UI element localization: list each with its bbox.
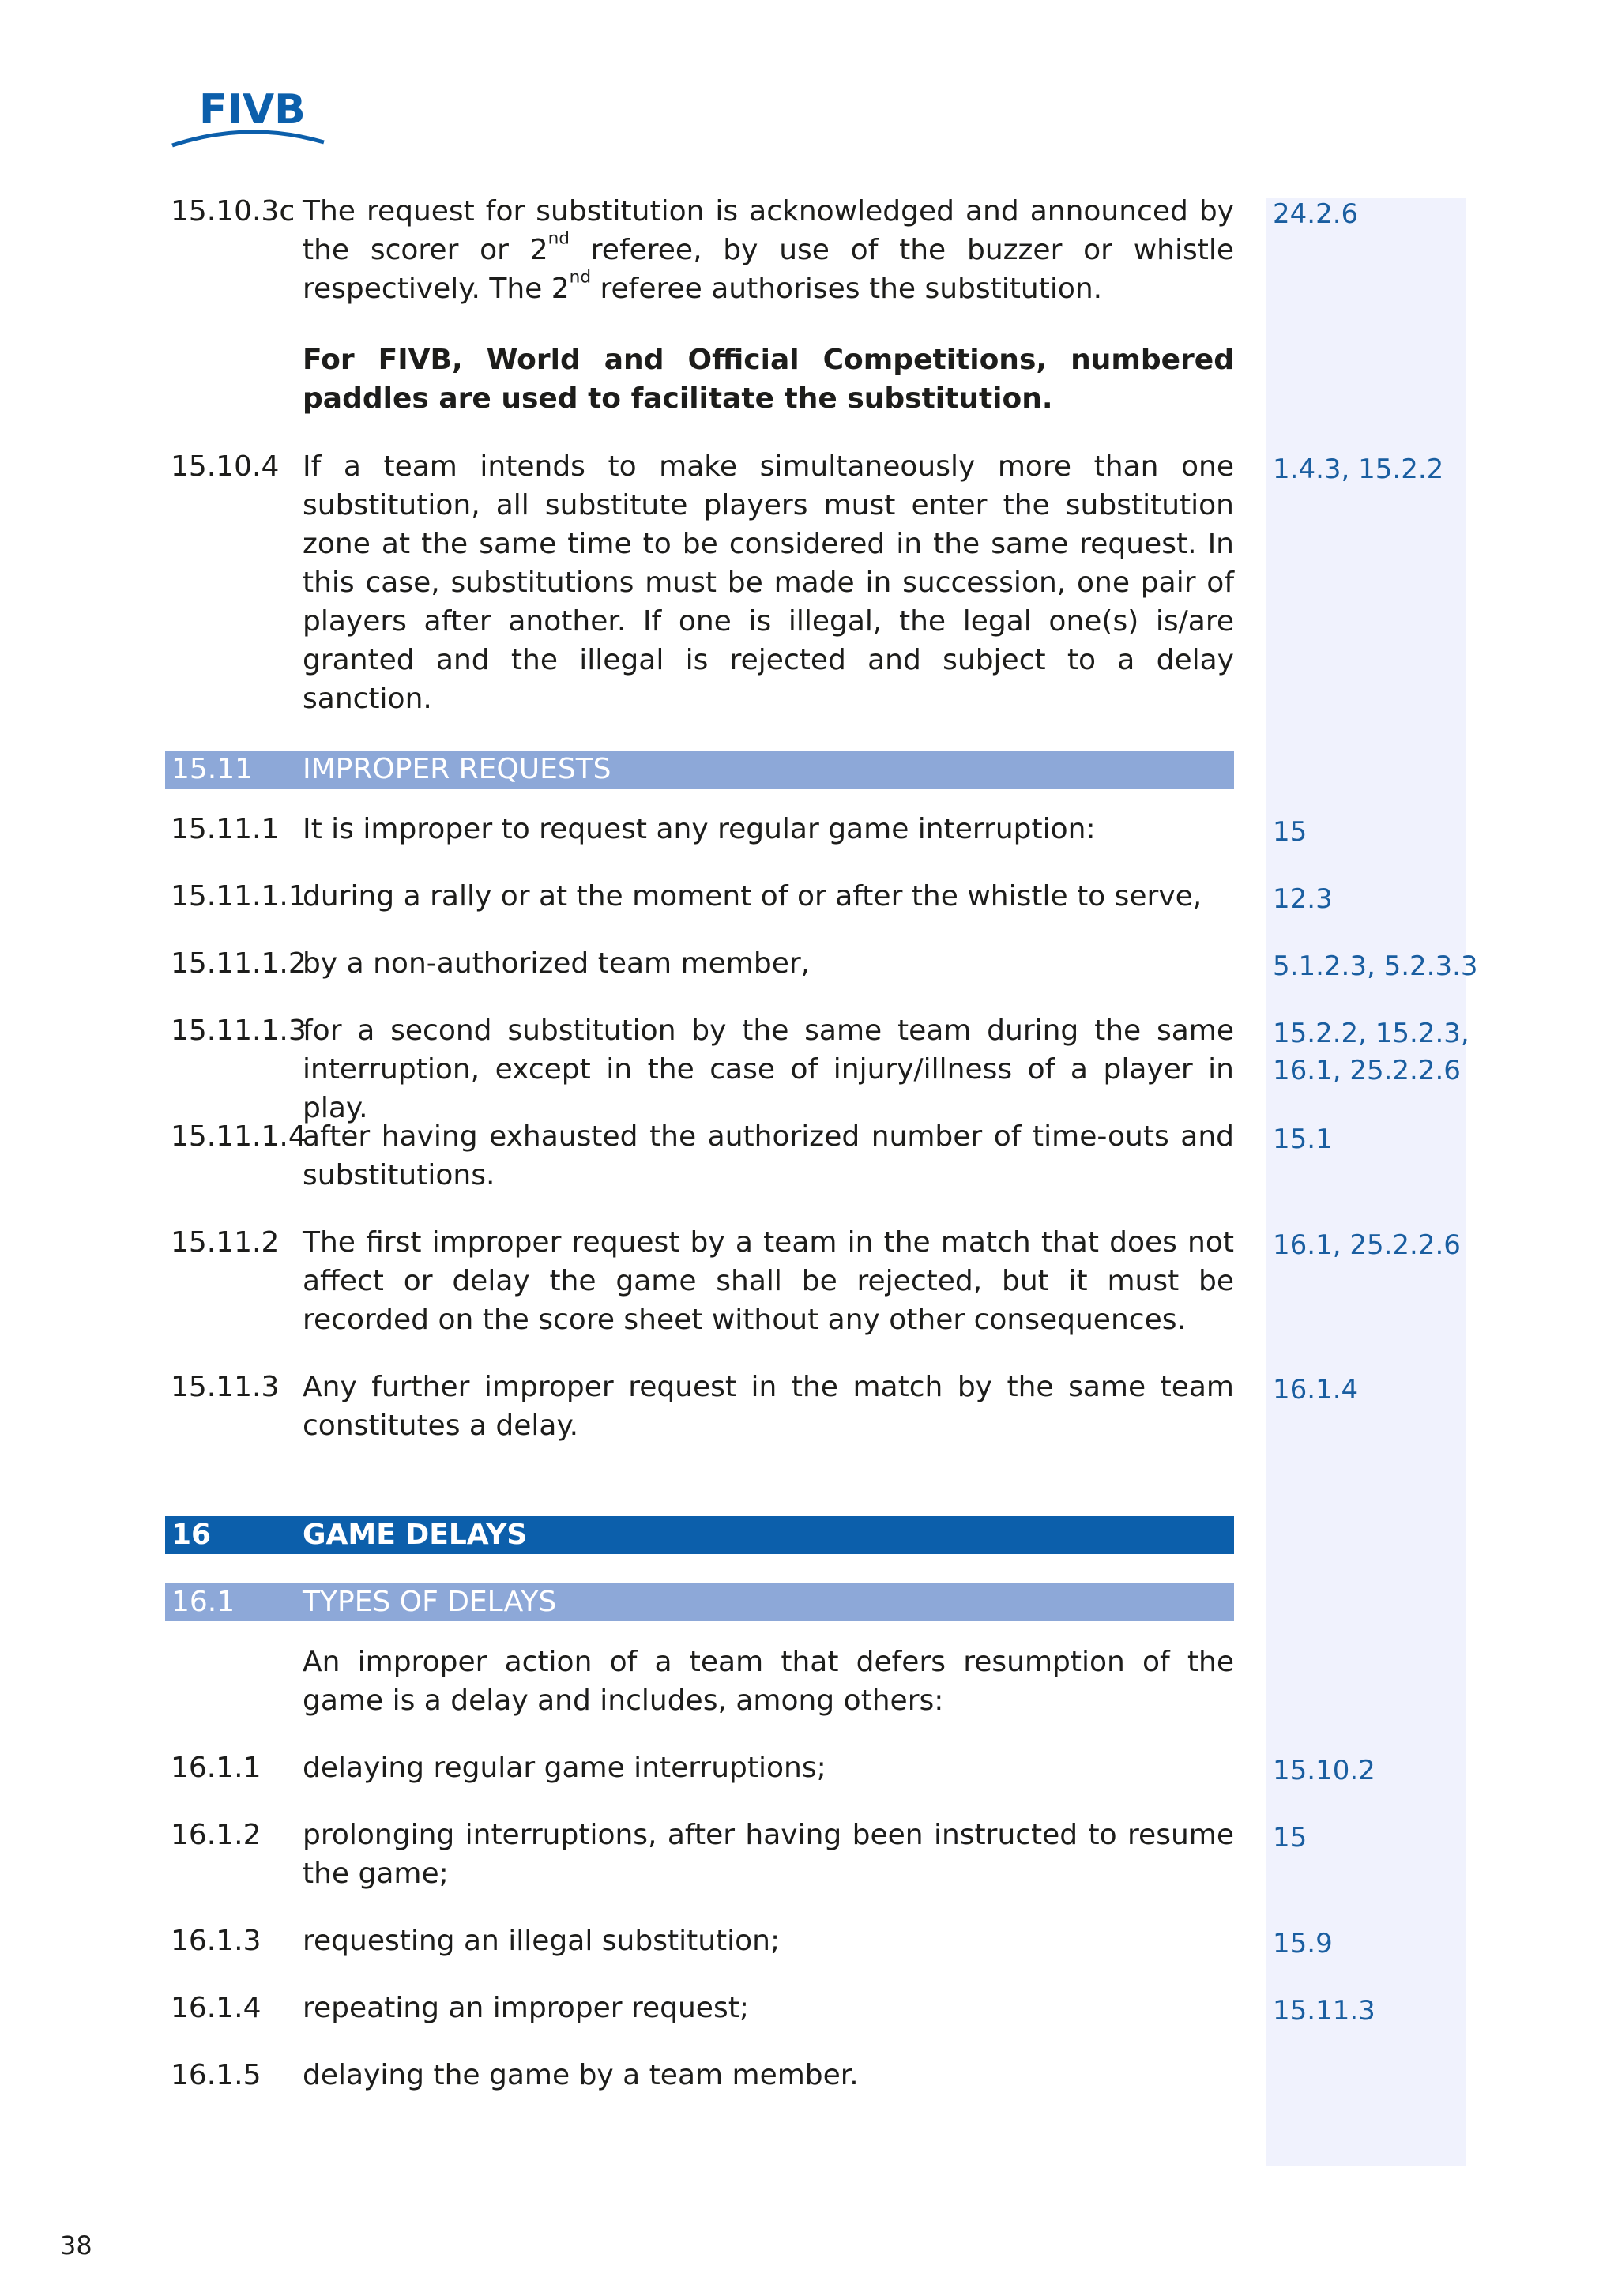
section-title: GAME DELAYS bbox=[303, 1519, 528, 1551]
section-heading-15-11 bbox=[165, 751, 1234, 789]
fivb-note bbox=[171, 341, 1234, 418]
rule-15-10-3c bbox=[171, 192, 1234, 308]
rule-reference: 15.9 bbox=[1273, 1928, 1333, 1959]
rule-number: 15.11.1.3 bbox=[171, 1014, 307, 1047]
rule-number: 15.11.1.2 bbox=[171, 947, 307, 980]
page-number: 38 bbox=[60, 2230, 92, 2260]
rule-reference: 12.3 bbox=[1273, 883, 1333, 915]
rule-text: requesting an illegal substitution; bbox=[303, 1925, 781, 1957]
rule-number: 16.1.4 bbox=[171, 1992, 262, 2024]
rule-text: The first improper request by a team in the match that does not affect or delay the game shall be rejected, but it must be recorded on the score sheet without any other consequences. bbox=[303, 1226, 1234, 1336]
section-title: IMPROPER REQUESTS bbox=[303, 753, 611, 785]
rule-16-1-2 bbox=[171, 1816, 1234, 1893]
intro-text: An improper action of a team that defers resumption of the game is a delay and includes, among others: bbox=[303, 1646, 1234, 1717]
rule-number: 15.11.3 bbox=[171, 1371, 280, 1403]
rule-number: 16.1.2 bbox=[171, 1819, 262, 1851]
rule-number: 16.1.1 bbox=[171, 1752, 262, 1784]
rule-reference: 24.2.6 bbox=[1273, 198, 1359, 230]
rule-number: 15.11.1.1 bbox=[171, 880, 307, 913]
fivb-logo bbox=[169, 81, 327, 152]
rule-number: 16.1.5 bbox=[171, 2059, 262, 2091]
rule-number: 16.1.3 bbox=[171, 1925, 262, 1957]
rule-16-1-5 bbox=[171, 2056, 1234, 2095]
rule-text: Any further improper request in the match by the same team constitutes a delay. bbox=[303, 1371, 1234, 1442]
rule-15-11-1 bbox=[171, 810, 1234, 849]
rule-text: by a non-authorized team member, bbox=[303, 947, 811, 980]
rule-reference: 5.1.2.3, 5.2.3.3 bbox=[1273, 950, 1478, 982]
rule-text: The request for substitution is acknowledged and announced by the scorer or 2nd referee, by use of the buzzer or whistle respectively. The 2nd referee authorises the substitution. bbox=[303, 195, 1234, 305]
rule-text: It is improper to request any regular game interruption: bbox=[303, 813, 1096, 845]
rule-15-11-1-4 bbox=[171, 1117, 1234, 1195]
rule-text: If a team intends to make simultaneously more than one substitution, all substitute players must enter the substitution zone at the same time to be considered in the same request. In this case, substitutions must be made in succession, one pair of players after another. If one is illegal, the legal one(s) is/are granted and the illegal is rejected and subject to a delay sanction. bbox=[303, 450, 1234, 715]
rule-reference: 16.1.4 bbox=[1273, 1374, 1359, 1406]
rule-text: prolonging interruptions, after having been instructed to resume the game; bbox=[303, 1819, 1234, 1890]
rule-16-1-4 bbox=[171, 1989, 1234, 2027]
rule-number: 15.11.1.4 bbox=[171, 1120, 307, 1153]
rule-text: after having exhausted the authorized number of time-outs and substitutions. bbox=[303, 1120, 1234, 1191]
rule-reference: 1.4.3, 15.2.2 bbox=[1273, 454, 1444, 485]
section-number: 16.1 bbox=[171, 1586, 235, 1618]
svg-text:FIVB: FIVB bbox=[199, 86, 306, 134]
section-title: TYPES OF DELAYS bbox=[303, 1586, 557, 1618]
rule-16-1-3 bbox=[171, 1921, 1234, 1960]
rule-15-11-3 bbox=[171, 1368, 1234, 1445]
rule-reference: 15.2.2, 15.2.3, bbox=[1273, 1018, 1469, 1049]
rule-number: 15.11.1 bbox=[171, 813, 280, 845]
rule-16-1-1 bbox=[171, 1748, 1234, 1787]
section-number: 15.11 bbox=[171, 753, 254, 785]
rule-reference: 15.10.2 bbox=[1273, 1755, 1375, 1786]
rule-reference: 15.11.3 bbox=[1273, 1995, 1375, 2027]
rule-number: 15.11.2 bbox=[171, 1226, 280, 1259]
rule-text: delaying the game by a team member. bbox=[303, 2059, 859, 2091]
rule-15-11-1-2 bbox=[171, 944, 1234, 983]
section-16-1-intro bbox=[171, 1643, 1234, 1720]
rule-text: during a rally or at the moment of or after the whistle to serve, bbox=[303, 880, 1202, 913]
rule-reference: 15 bbox=[1273, 816, 1308, 848]
rule-reference: 16.1, 25.2.2.6 bbox=[1273, 1055, 1461, 1086]
rule-number: 15.10.4 bbox=[171, 450, 280, 483]
rule-text: repeating an improper request; bbox=[303, 1992, 749, 2024]
rule-15-11-1-1 bbox=[171, 877, 1234, 916]
rule-reference: 15 bbox=[1273, 1822, 1308, 1854]
rule-reference: 16.1, 25.2.2.6 bbox=[1273, 1229, 1461, 1261]
section-heading-16 bbox=[165, 1516, 1234, 1554]
rule-15-11-1-3 bbox=[171, 1011, 1234, 1127]
rule-number: 15.10.3c bbox=[171, 195, 295, 228]
section-heading-16-1 bbox=[165, 1583, 1234, 1621]
rule-15-11-2 bbox=[171, 1223, 1234, 1339]
fivb-note-text: For FIVB, World and Official Competitions, numbered paddles are used to facilitate the substitution. bbox=[303, 344, 1234, 415]
reference-column bbox=[1266, 198, 1466, 2166]
rule-text: for a second substitution by the same team during the same interruption, except in the case of injury/illness of a player in play. bbox=[303, 1014, 1234, 1124]
rule-reference: 15.1 bbox=[1273, 1124, 1333, 1155]
rule-15-10-4 bbox=[171, 447, 1234, 718]
section-number: 16 bbox=[171, 1519, 212, 1551]
rule-text: delaying regular game interruptions; bbox=[303, 1752, 826, 1784]
